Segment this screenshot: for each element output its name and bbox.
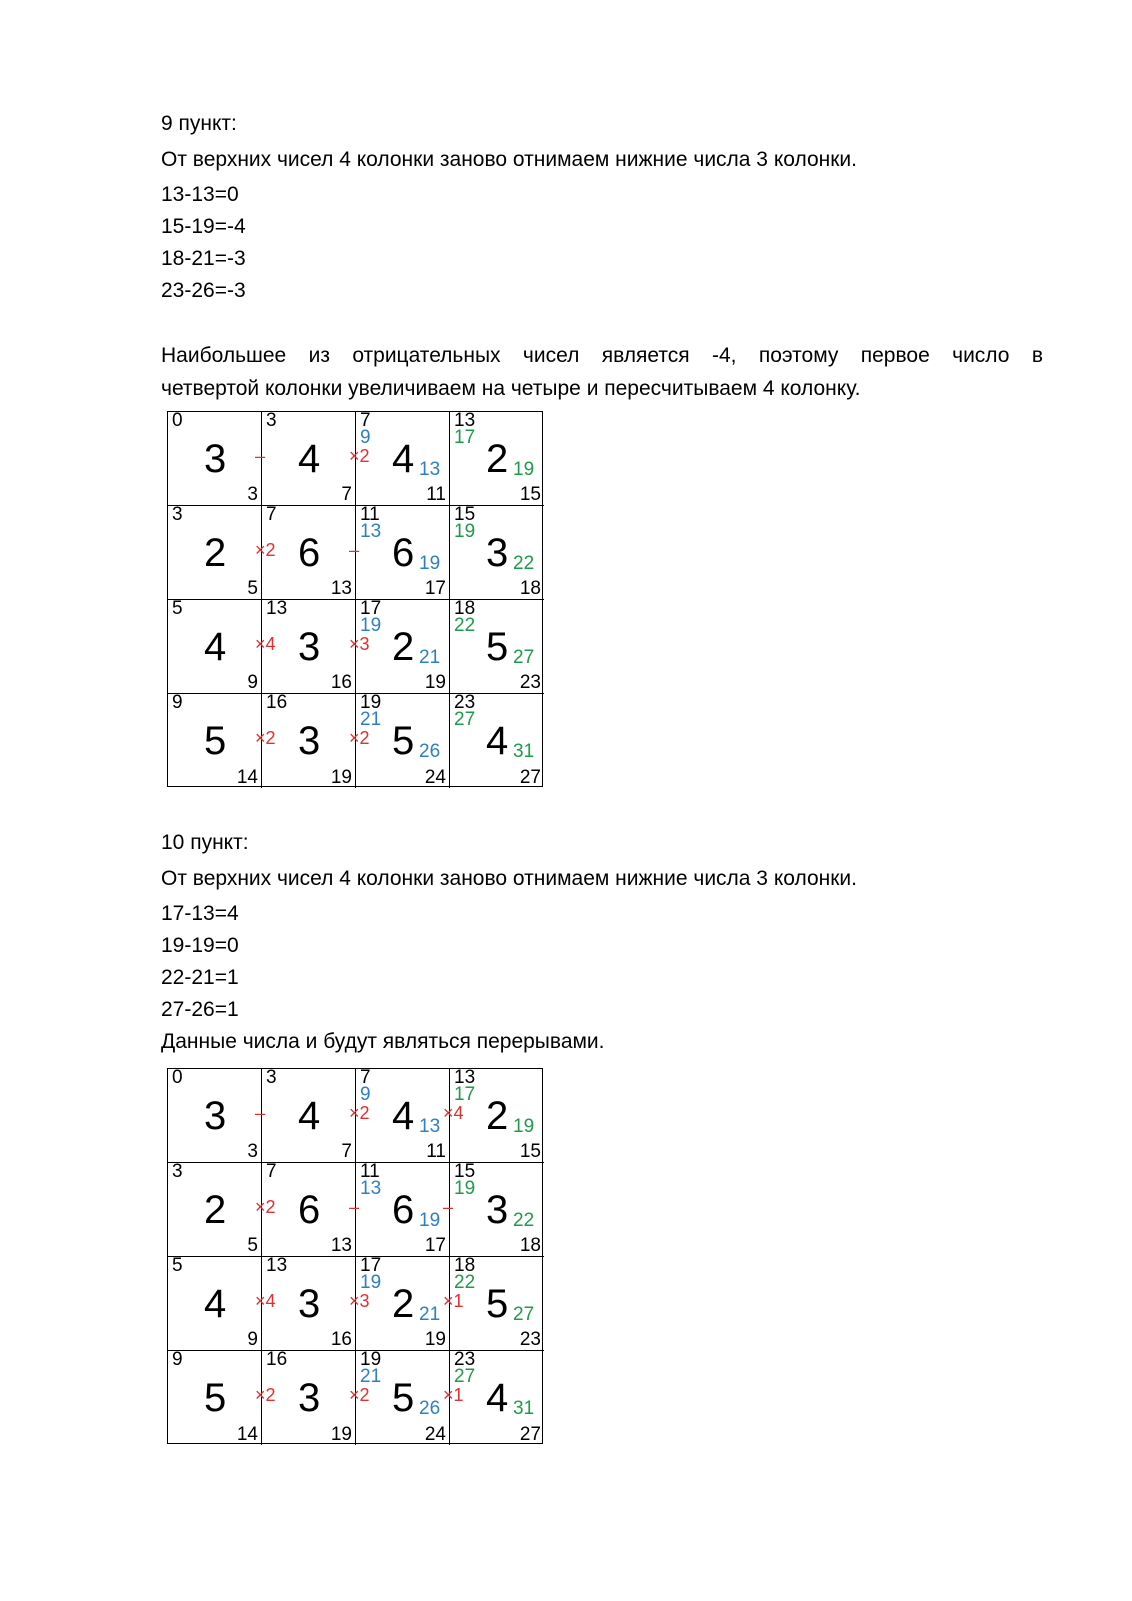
cell-early-start: 7 (266, 1161, 277, 1182)
cell-duration: 3 (204, 437, 227, 481)
cell-recalc-start: 9 (360, 1084, 371, 1105)
grid10-cell-r4-c4 (443, 1349, 544, 1445)
grid9-cell-r2-c4 (450, 506, 544, 600)
cell-early-start: 7 (360, 410, 371, 431)
cell-duration: 6 (298, 1188, 321, 1232)
section10-conclusion: Данные числа и будут являться перерывами. (161, 1030, 605, 1053)
cell-early-end: 18 (519, 578, 541, 599)
cell-duration: 3 (298, 625, 321, 669)
cell-duration: 4 (204, 625, 227, 669)
cell-early-start: 15 (454, 1161, 476, 1182)
cell-break-mark: – (349, 540, 360, 560)
cell-recalc-end: 21 (419, 1304, 441, 1325)
section9-conclusion (161, 339, 1043, 405)
grid10-cell-r3-c2 (255, 1255, 356, 1351)
cell-early-end: 9 (247, 672, 258, 693)
cell-early-end: 11 (426, 484, 446, 505)
cell-early-end: 16 (330, 1329, 352, 1350)
grid10-cell-r1-c2 (255, 1067, 356, 1163)
cell-recalc-start: 19 (360, 615, 382, 636)
cell-duration: 4 (298, 1094, 321, 1138)
cell-recalc-end: 27 (513, 647, 535, 668)
cell-break-mark: – (255, 1103, 266, 1123)
cell-break-mark: ×2 (349, 1103, 370, 1123)
section9-conclusion-line1: Наибольшее из отрицательных чисел является -4, поэтому первое число в (161, 344, 1043, 367)
grid10-cell-r3-c4 (443, 1255, 544, 1351)
cell-early-end: 3 (247, 1141, 258, 1162)
cell-early-start: 18 (454, 598, 476, 619)
section10-heading: 10 пункт: (161, 831, 249, 854)
cell-early-end: 11 (426, 1141, 446, 1162)
cell-early-end: 24 (424, 767, 446, 788)
cell-duration: 2 (486, 437, 509, 481)
section9-calc-3: 18-21=-3 (161, 247, 246, 270)
cell-recalc-end: 27 (513, 1304, 535, 1325)
cell-early-start: 23 (454, 1349, 476, 1370)
section9-calc-2: 15-19=-4 (161, 215, 246, 238)
cell-break-mark: ×2 (255, 540, 276, 560)
cell-recalc-end: 22 (513, 553, 535, 574)
cell-recalc-end: 19 (513, 459, 535, 480)
grid9-cell-r4-c4 (450, 694, 544, 788)
cell-duration: 2 (392, 1282, 415, 1326)
cell-early-end: 27 (519, 767, 541, 788)
cell-early-start: 19 (360, 692, 382, 713)
cell-early-start: 3 (266, 1067, 277, 1088)
cell-recalc-start: 21 (360, 1366, 382, 1387)
cell-early-start: 5 (172, 598, 183, 619)
grid9-cell-r4-c2 (255, 692, 356, 788)
section9-instruction: От верхних чисел 4 колонки заново отнимаем нижние числа 3 колонки. (161, 148, 857, 171)
schedule-grid-section9 (167, 411, 543, 787)
cell-early-start: 3 (172, 1161, 183, 1182)
section10-instruction: От верхних чисел 4 колонки заново отнимаем нижние числа 3 колонки. (161, 867, 857, 890)
cell-early-end: 5 (247, 578, 258, 599)
cell-early-start: 9 (172, 692, 183, 713)
cell-duration: 6 (392, 531, 415, 575)
cell-duration: 3 (204, 1094, 227, 1138)
section10-calc-1: 17-13=4 (161, 902, 239, 925)
cell-duration: 5 (204, 1376, 227, 1420)
cell-recalc-end: 26 (419, 1398, 441, 1419)
grid10-cell-r3-c1 (168, 1257, 262, 1351)
cell-break-mark: ×2 (349, 1385, 370, 1405)
cell-recalc-start: 9 (360, 427, 371, 448)
cell-duration: 2 (204, 1188, 227, 1232)
cell-break-mark: ×1 (443, 1291, 464, 1311)
cell-duration: 6 (298, 531, 321, 575)
cell-recalc-end: 19 (513, 1116, 535, 1137)
grid9-cell-r1-c1 (168, 412, 262, 506)
cell-early-end: 24 (424, 1424, 446, 1445)
cell-recalc-start: 22 (454, 1272, 476, 1293)
cell-early-end: 17 (424, 578, 446, 599)
cell-recalc-end: 26 (419, 741, 441, 762)
cell-duration: 3 (298, 1282, 321, 1326)
cell-break-mark: – (443, 1197, 454, 1217)
grid9-cell-r1-c4 (450, 412, 544, 506)
cell-duration: 5 (486, 1282, 509, 1326)
cell-recalc-end: 21 (419, 647, 441, 668)
cell-early-end: 23 (519, 1329, 541, 1350)
cell-recalc-end: 22 (513, 1210, 535, 1231)
cell-recalc-end: 13 (419, 1116, 441, 1137)
cell-recalc-start: 27 (454, 1366, 476, 1387)
cell-early-end: 13 (330, 578, 352, 599)
grid10-cell-r4-c1 (168, 1351, 262, 1445)
cell-duration: 3 (486, 1188, 509, 1232)
cell-early-end: 13 (330, 1235, 352, 1256)
cell-break-mark: ×3 (349, 1291, 370, 1311)
cell-duration: 4 (486, 1376, 509, 1420)
cell-recalc-end: 31 (513, 1398, 535, 1419)
schedule-grid-section10 (167, 1068, 543, 1444)
cell-early-start: 16 (266, 1349, 288, 1370)
cell-early-start: 7 (360, 1067, 371, 1088)
cell-early-start: 16 (266, 692, 288, 713)
cell-recalc-end: 19 (419, 1210, 441, 1231)
cell-early-start: 9 (172, 1349, 183, 1370)
cell-break-mark: ×4 (255, 1291, 276, 1311)
grid9-cell-r3-c1 (168, 600, 262, 694)
cell-recalc-start: 17 (454, 1084, 476, 1105)
cell-break-mark: ×3 (349, 634, 370, 654)
cell-recalc-start: 19 (454, 1178, 476, 1199)
cell-early-end: 19 (330, 1424, 352, 1445)
cell-recalc-start: 13 (360, 521, 382, 542)
cell-early-end: 15 (519, 484, 541, 505)
cell-early-start: 11 (360, 504, 380, 525)
cell-recalc-end: 13 (419, 459, 441, 480)
cell-early-start: 13 (454, 410, 476, 431)
grid9-cell-r1-c3 (349, 410, 450, 506)
cell-early-start: 23 (454, 692, 476, 713)
cell-recalc-end: 19 (419, 553, 441, 574)
cell-early-start: 18 (454, 1255, 476, 1276)
grid10-cell-r4-c2 (255, 1349, 356, 1445)
cell-early-start: 11 (360, 1161, 380, 1182)
cell-early-end: 18 (519, 1235, 541, 1256)
cell-recalc-start: 19 (360, 1272, 382, 1293)
section10-calc-2: 19-19=0 (161, 934, 239, 957)
cell-break-mark: ×2 (255, 1385, 276, 1405)
cell-early-start: 13 (266, 1255, 288, 1276)
grid9-cell-r2-c1 (168, 506, 262, 600)
cell-recalc-end: 31 (513, 741, 535, 762)
cell-early-end: 19 (424, 672, 446, 693)
cell-break-mark: ×1 (443, 1385, 464, 1405)
grid9-cell-r2-c3 (349, 504, 450, 600)
cell-early-start: 7 (266, 504, 277, 525)
cell-early-end: 23 (519, 672, 541, 693)
cell-early-start: 15 (454, 504, 476, 525)
cell-early-end: 19 (330, 767, 352, 788)
grid9-cell-r3-c4 (450, 600, 544, 694)
cell-early-start: 0 (172, 410, 183, 431)
grid9-cell-r3-c3 (349, 598, 450, 694)
cell-early-end: 5 (247, 1235, 258, 1256)
cell-early-start: 0 (172, 1067, 183, 1088)
cell-duration: 4 (298, 437, 321, 481)
grid10-cell-r4-c3 (349, 1349, 450, 1445)
cell-duration: 4 (392, 437, 415, 481)
cell-duration: 2 (204, 531, 227, 575)
cell-early-end: 7 (341, 484, 352, 505)
cell-early-end: 9 (247, 1329, 258, 1350)
cell-duration: 5 (204, 719, 227, 763)
cell-recalc-start: 22 (454, 615, 476, 636)
cell-early-start: 17 (360, 1255, 382, 1276)
section9-calc-4: 23-26=-3 (161, 279, 246, 302)
grid10-cell-r1-c3 (349, 1067, 450, 1163)
cell-duration: 4 (486, 719, 509, 763)
grid10-cell-r2-c2 (255, 1161, 356, 1257)
grid9-cell-r4-c1 (168, 694, 262, 788)
cell-duration: 4 (392, 1094, 415, 1138)
cell-recalc-start: 13 (360, 1178, 382, 1199)
section10-calc-3: 22-21=1 (161, 966, 239, 989)
cell-duration: 5 (486, 625, 509, 669)
cell-break-mark: – (349, 1197, 360, 1217)
cell-early-start: 17 (360, 598, 382, 619)
cell-recalc-start: 17 (454, 427, 476, 448)
cell-recalc-start: 19 (454, 521, 476, 542)
cell-early-end: 14 (236, 1424, 258, 1445)
cell-early-start: 19 (360, 1349, 382, 1370)
cell-early-start: 5 (172, 1255, 183, 1276)
cell-early-end: 14 (236, 767, 258, 788)
cell-early-start: 13 (266, 598, 288, 619)
grid9-cell-r2-c2 (255, 504, 356, 600)
grid10-cell-r2-c1 (168, 1163, 262, 1257)
cell-early-start: 3 (266, 410, 277, 431)
cell-break-mark: ×2 (349, 446, 370, 466)
cell-recalc-start: 27 (454, 709, 476, 730)
grid10-cell-r3-c3 (349, 1255, 450, 1351)
section9-conclusion-line2: четвертой колонки увеличиваем на четыре и пересчитываем 4 колонку. (161, 377, 861, 400)
cell-duration: 3 (298, 719, 321, 763)
cell-break-mark: ×2 (255, 728, 276, 748)
cell-duration: 4 (204, 1282, 227, 1326)
cell-duration: 3 (486, 531, 509, 575)
cell-early-end: 27 (519, 1424, 541, 1445)
cell-duration: 2 (392, 625, 415, 669)
cell-break-mark: ×2 (349, 728, 370, 748)
cell-early-end: 7 (341, 1141, 352, 1162)
grid9-cell-r4-c3 (349, 692, 450, 788)
grid10-cell-r1-c4 (443, 1067, 544, 1163)
cell-early-end: 19 (424, 1329, 446, 1350)
section9-heading: 9 пункт: (161, 112, 237, 135)
section9-calc-1: 13-13=0 (161, 183, 239, 206)
section10-calc-4: 27-26=1 (161, 998, 239, 1021)
cell-early-end: 15 (519, 1141, 541, 1162)
cell-duration: 5 (392, 1376, 415, 1420)
cell-break-mark: ×4 (443, 1103, 464, 1123)
cell-early-end: 16 (330, 672, 352, 693)
cell-recalc-start: 21 (360, 709, 382, 730)
grid9-cell-r1-c2 (255, 410, 356, 506)
cell-break-mark: ×4 (255, 634, 276, 654)
cell-early-end: 17 (424, 1235, 446, 1256)
cell-break-mark: – (255, 446, 266, 466)
cell-early-end: 3 (247, 484, 258, 505)
grid10-cell-r1-c1 (168, 1069, 262, 1163)
cell-break-mark: ×2 (255, 1197, 276, 1217)
grid10-cell-r2-c4 (443, 1161, 544, 1257)
grid9-cell-r3-c2 (255, 598, 356, 694)
cell-duration: 5 (392, 719, 415, 763)
cell-duration: 6 (392, 1188, 415, 1232)
grid10-cell-r2-c3 (349, 1161, 450, 1257)
cell-duration: 3 (298, 1376, 321, 1420)
cell-duration: 2 (486, 1094, 509, 1138)
cell-early-start: 3 (172, 504, 183, 525)
cell-early-start: 13 (454, 1067, 476, 1088)
